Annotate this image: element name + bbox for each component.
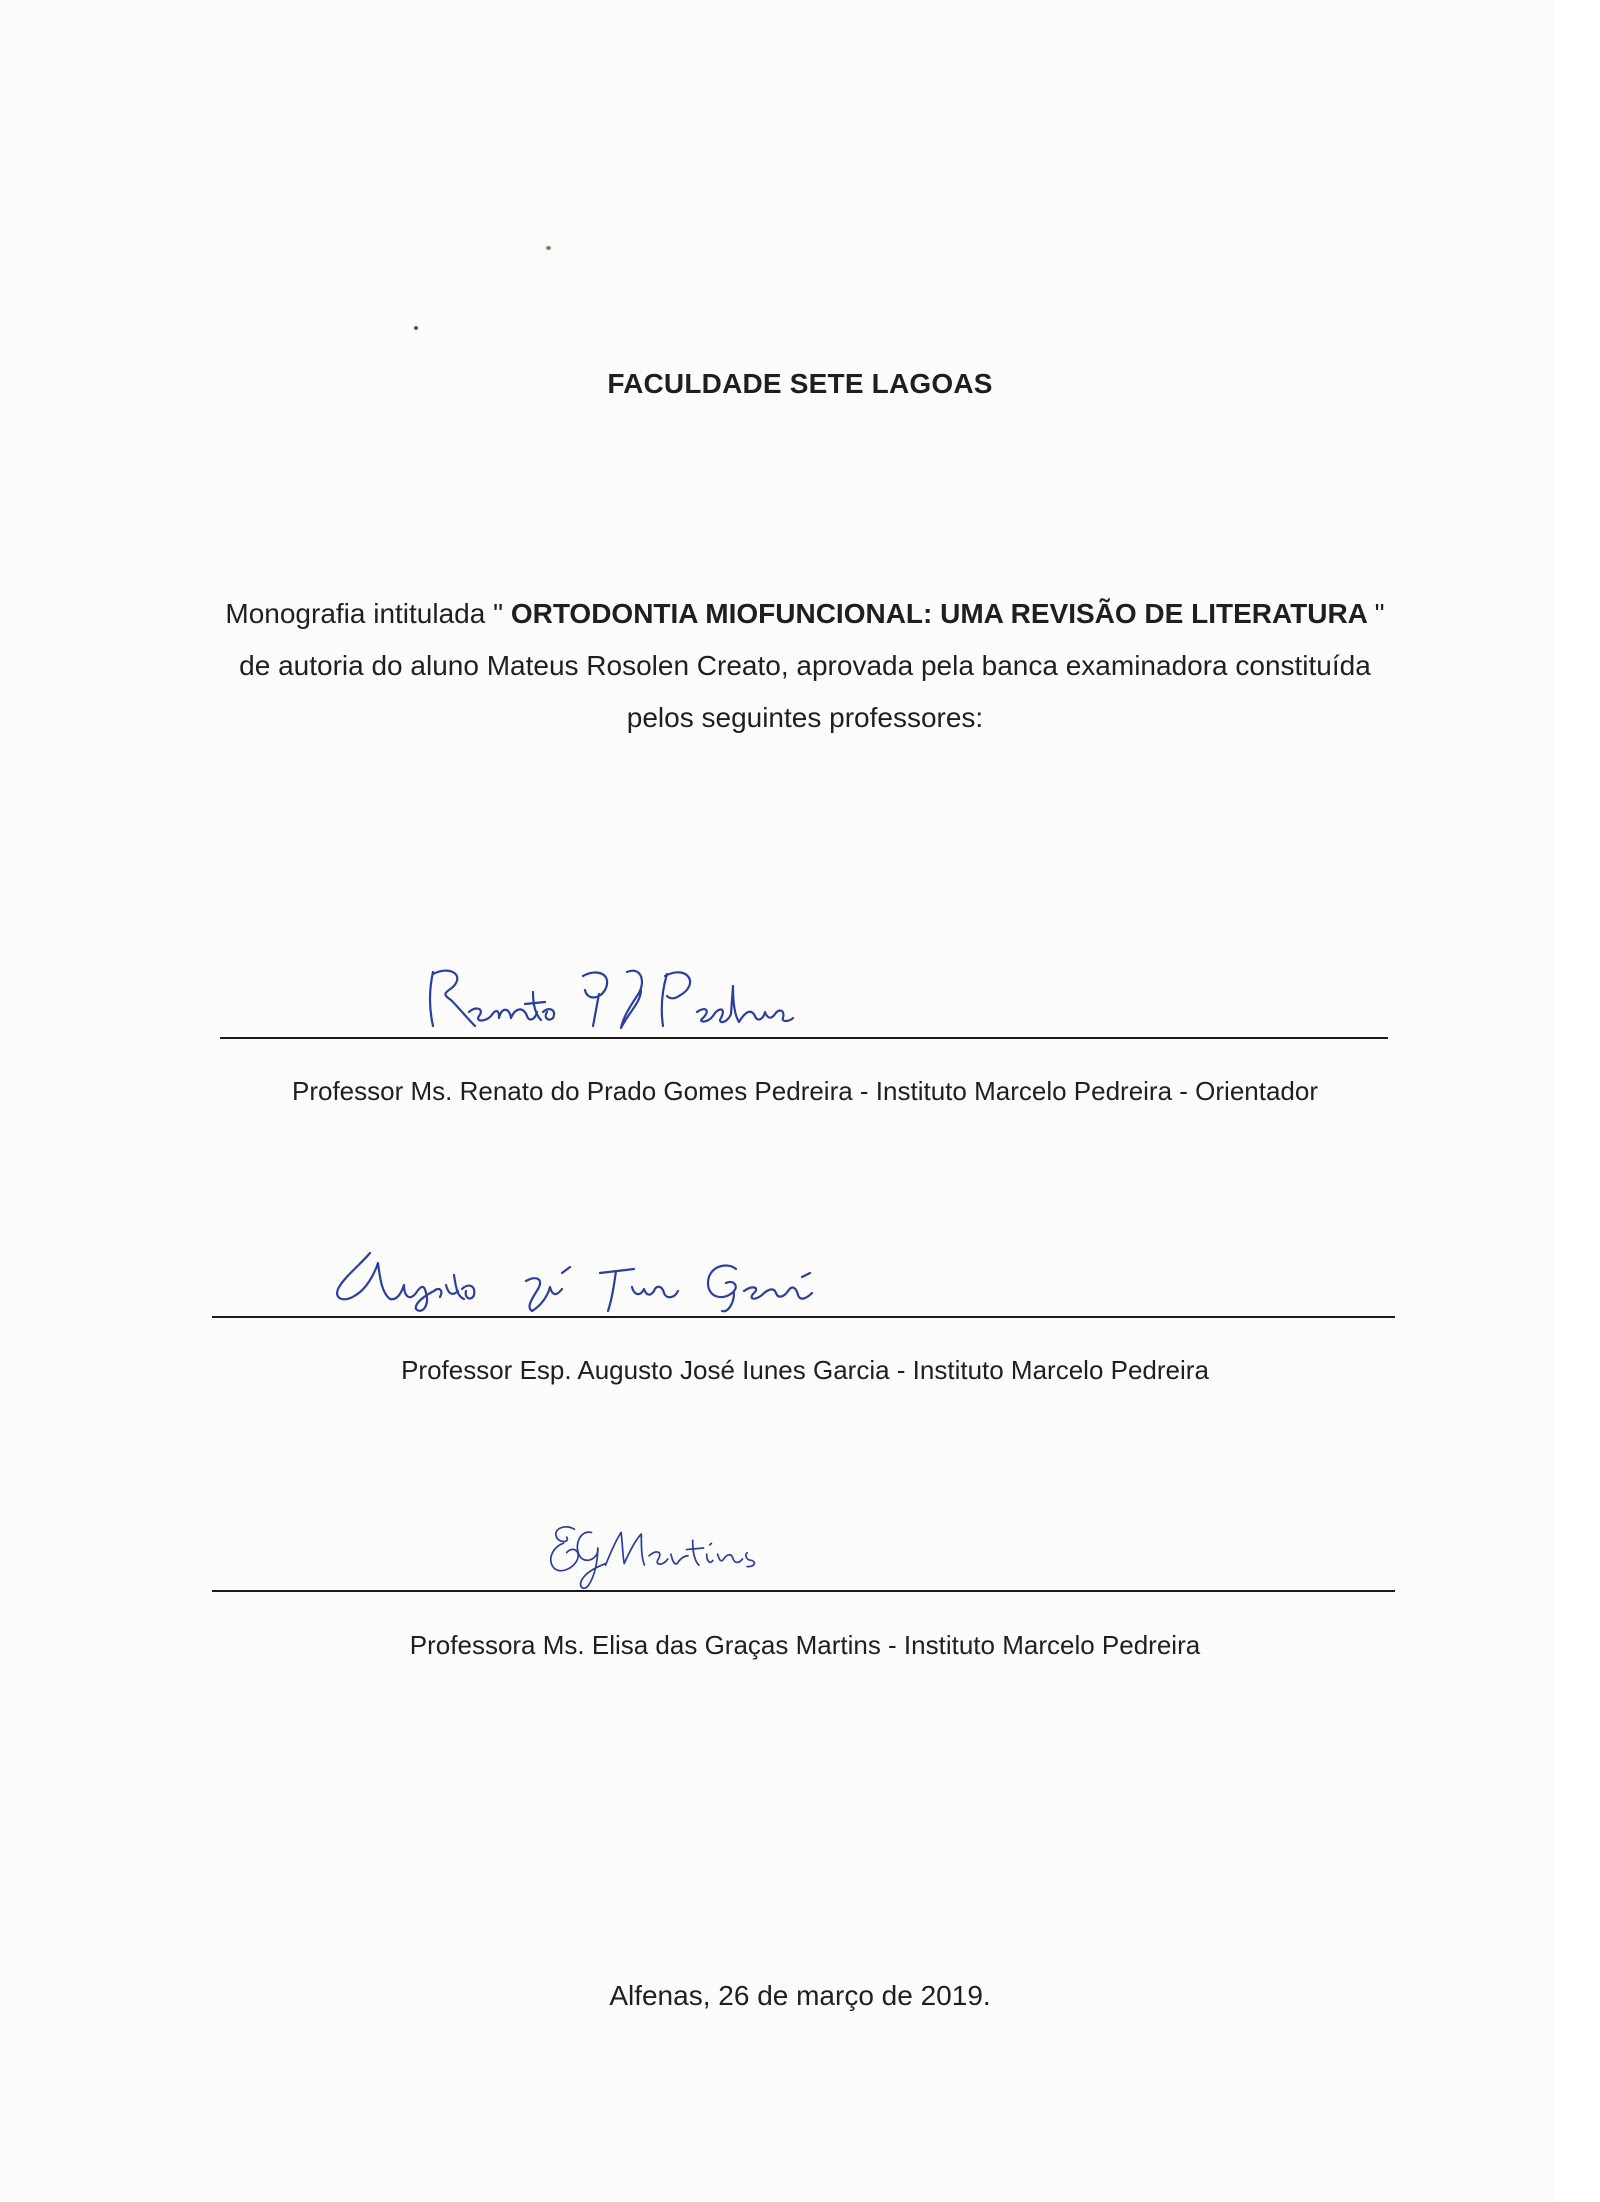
examiner-name: Professora Ms. Elisa das Graças Martins - Instituto Marcelo Pedreira bbox=[409, 1630, 1201, 1660]
handwritten-signature bbox=[415, 960, 795, 1030]
scan-speck bbox=[414, 326, 418, 330]
examiner-name: Professor Ms. Renato do Prado Gomes Pedreira - Instituto Marcelo Pedreira - Orientador bbox=[292, 1076, 1318, 1106]
examiner-name: Professor Esp. Augusto José Iunes Garcia - Instituto Marcelo Pedreira bbox=[401, 1355, 1209, 1385]
scan-speck bbox=[546, 246, 551, 250]
signature-line bbox=[220, 1037, 1388, 1039]
approval-statement bbox=[225, 588, 1385, 744]
handwritten-signature bbox=[510, 1520, 810, 1590]
statement-prefix: Monografia intitulada " bbox=[225, 598, 504, 629]
signature-line bbox=[212, 1316, 1395, 1318]
place-and-date: Alfenas, 26 de março de 2019. bbox=[609, 1980, 991, 2011]
institution-heading: FACULDADE SETE LAGOAS bbox=[607, 368, 993, 399]
monograph-title: ORTODONTIA MIOFUNCIONAL: UMA REVISÃO DE LITERATURA bbox=[503, 598, 1375, 629]
statement-suffix: " de autoria do aluno Mateus Rosolen Creato, aprovada pela banca examinadora constituída pelos seguintes professores: bbox=[239, 598, 1385, 733]
signature-line bbox=[212, 1590, 1395, 1592]
handwritten-signature bbox=[330, 1245, 820, 1315]
